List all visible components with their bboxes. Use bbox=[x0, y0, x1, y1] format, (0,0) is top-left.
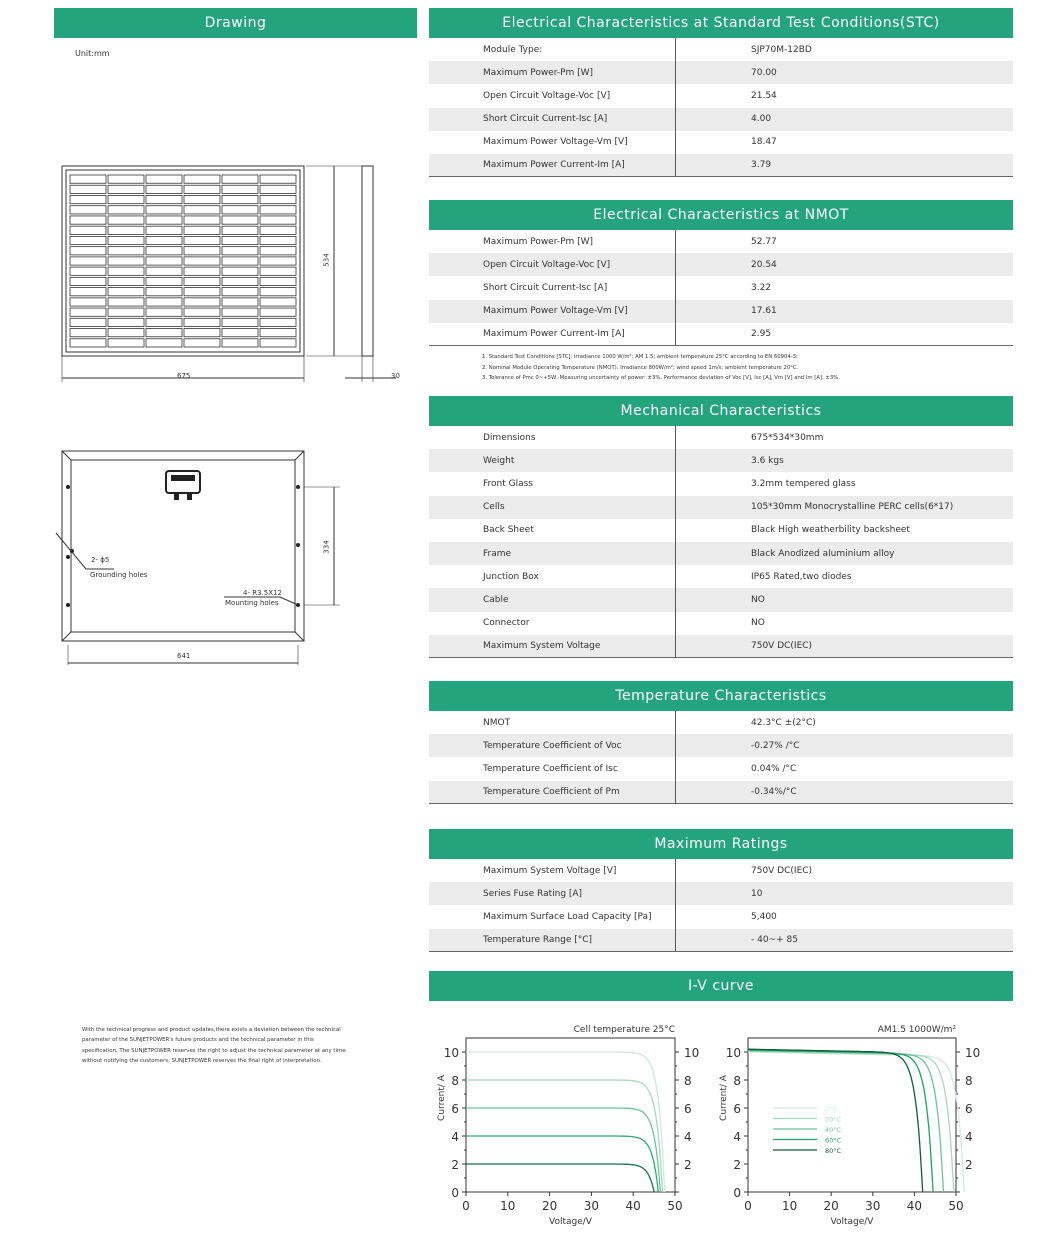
plot-frame bbox=[748, 1038, 956, 1192]
mounting-label: Mounting holes bbox=[225, 599, 279, 607]
y-tick-label: 6 bbox=[451, 1102, 459, 1116]
row-value: 2.95 bbox=[751, 328, 772, 339]
iv-header: I-V curve bbox=[429, 971, 1013, 1001]
row-label: Back Sheet bbox=[429, 519, 676, 542]
temp-header: Temperature Characteristics bbox=[429, 681, 1013, 711]
row-label: Maximum Power Current-Im [A] bbox=[429, 323, 676, 345]
row-value: 70.00 bbox=[751, 67, 777, 78]
row-label: Temperature Coefficient of Pm bbox=[429, 781, 676, 803]
nmot-header: Electrical Characteristics at NMOT bbox=[429, 200, 1013, 230]
row-value: Black High weatherbility backsheet bbox=[751, 525, 910, 536]
y-tick-label: 10 bbox=[725, 1046, 741, 1060]
y-tick-label-right: 4 bbox=[965, 1130, 973, 1144]
ratings-header: Maximum Ratings bbox=[429, 829, 1013, 859]
row-value: 18.47 bbox=[751, 137, 777, 148]
row-label: Cells bbox=[429, 496, 676, 519]
note-3: 3. Tolerance of Pmc 0~+5W, Measuring uncertainty of power: ±3%. Performance deviation of Voc [V], Isc [A], Vm [V] and Im [A]: ±3%. bbox=[482, 375, 841, 381]
chart-title: Cell temperature 25°C bbox=[573, 1025, 675, 1035]
row-label: Maximum Power Voltage-Vm [V] bbox=[429, 300, 676, 323]
row-value: 3.6 kgs bbox=[751, 455, 784, 466]
row-label: Dimensions bbox=[429, 426, 676, 449]
x-tick-label: 40 bbox=[625, 1199, 641, 1213]
y-tick-label: 2 bbox=[733, 1158, 741, 1172]
row-value: SJP70M-12BD bbox=[751, 44, 812, 55]
y-tick-label: 2 bbox=[451, 1158, 459, 1172]
row-value: 0.04% /°C bbox=[751, 763, 797, 774]
x-tick-label: 20 bbox=[823, 1199, 839, 1213]
x-tick-label: 30 bbox=[583, 1199, 600, 1213]
y-tick-label-right: 2 bbox=[965, 1158, 973, 1172]
row-label: Maximum Power Voltage-Vm [V] bbox=[429, 131, 676, 154]
y-tick-label: 0 bbox=[733, 1186, 741, 1200]
dim-width: 675 bbox=[177, 372, 191, 380]
row-value: 52.77 bbox=[751, 236, 777, 247]
note-2: 2. Nominal Module Operating Temperature (NMOT): Irradiance 800W/m²; wind speed 1m/s; ambient temperature 20°C. bbox=[482, 364, 799, 371]
y-tick-label-right: 8 bbox=[965, 1074, 973, 1088]
row-label: Maximum System Voltage bbox=[429, 635, 676, 657]
y-tick-label-right: 10 bbox=[965, 1046, 981, 1060]
legend-label: 60°C bbox=[825, 1136, 842, 1145]
iv-curve-2 bbox=[748, 1051, 954, 1192]
row-label: Module Type: bbox=[429, 38, 676, 61]
dim-height: 534 bbox=[322, 253, 331, 267]
row-label: Temperature Coefficient of Voc bbox=[429, 734, 676, 757]
y-tick-label-right: 8 bbox=[684, 1074, 692, 1088]
row-label: Frame bbox=[429, 542, 676, 565]
legend-label: 40°C bbox=[825, 1126, 842, 1134]
dim-mount-width: 641 bbox=[177, 652, 191, 660]
row-label: Weight bbox=[429, 449, 676, 472]
x-tick-label: 0 bbox=[462, 1199, 470, 1213]
row-value: NO bbox=[751, 618, 765, 629]
row-value: 105*30mm Monocrystalline PERC cells(6*17) bbox=[751, 502, 954, 513]
row-label: Maximum System Voltage [V] bbox=[429, 859, 676, 882]
drawing-header: Drawing bbox=[54, 8, 417, 38]
legend-label: 0°C bbox=[825, 1105, 837, 1113]
y-tick-label: 8 bbox=[451, 1074, 459, 1088]
row-label: Temperature Range [°C] bbox=[429, 929, 676, 951]
grounding-spec: 2- ϕ5 bbox=[91, 556, 110, 564]
row-label: Connector bbox=[429, 612, 676, 635]
y-tick-label: 0 bbox=[451, 1186, 459, 1200]
row-value: 675*534*30mm bbox=[751, 432, 824, 443]
y-tick-label: 8 bbox=[733, 1074, 741, 1088]
y-tick-label: 10 bbox=[443, 1046, 459, 1060]
x-axis-label: Voltage/V bbox=[549, 1217, 592, 1227]
dim-mount-height: 334 bbox=[322, 540, 331, 554]
row-value: 3.79 bbox=[751, 160, 772, 171]
row-label: Temperature Coefficient of Isc bbox=[429, 757, 676, 780]
row-value: -0.34%/°C bbox=[751, 786, 797, 797]
row-label: Short Circuit Current-Isc [A] bbox=[429, 108, 676, 131]
row-label: NMOT bbox=[429, 711, 676, 734]
row-value: 21.54 bbox=[751, 90, 777, 101]
row-value: 5,400 bbox=[751, 911, 777, 922]
x-tick-label: 10 bbox=[781, 1199, 798, 1213]
row-label: Maximum Power-Pm [W] bbox=[429, 230, 676, 253]
row-label: Junction Box bbox=[429, 565, 676, 588]
row-value: -0.27% /°C bbox=[751, 740, 800, 751]
row-label: Series Fuse Rating [A] bbox=[429, 882, 676, 905]
x-tick-label: 50 bbox=[667, 1199, 683, 1213]
row-value: 10 bbox=[751, 888, 763, 899]
dim-depth: 30 bbox=[391, 372, 400, 380]
y-tick-label: 4 bbox=[451, 1130, 459, 1144]
row-value: 42.3°C ±(2°C) bbox=[751, 717, 816, 728]
legend-label: 20°C bbox=[825, 1115, 842, 1124]
x-tick-label: 0 bbox=[744, 1199, 752, 1213]
y-tick-label-right: 6 bbox=[965, 1102, 973, 1116]
y-tick-label-right: 4 bbox=[684, 1130, 692, 1144]
row-label: Maximum Surface Load Capacity [Pa] bbox=[429, 905, 676, 928]
iv-curve-1 bbox=[466, 1052, 665, 1192]
mounting-spec: 4- R3.5X12 bbox=[243, 589, 282, 597]
row-label: Short Circuit Current-Isc [A] bbox=[429, 276, 676, 299]
grounding-label: Grounding holes bbox=[90, 571, 148, 579]
x-tick-label: 30 bbox=[865, 1199, 881, 1213]
row-value: Black Anodized aluminium alloy bbox=[751, 548, 895, 559]
y-axis-label: Current/ A bbox=[719, 1075, 729, 1121]
row-label: Maximum Power Current-Im [A] bbox=[429, 154, 676, 176]
row-value: - 40~+ 85 bbox=[751, 934, 798, 945]
iv-curve-3 bbox=[466, 1108, 660, 1192]
mech-header: Mechanical Characteristics bbox=[429, 396, 1013, 426]
row-value: 17.61 bbox=[751, 306, 777, 317]
row-value: 3.22 bbox=[751, 282, 772, 293]
y-tick-label: 6 bbox=[733, 1102, 741, 1116]
row-value: NO bbox=[751, 594, 765, 605]
x-axis-label: Voltage/V bbox=[830, 1217, 874, 1227]
note-1: 1. Standard Test Conditions [STC]: irradiance 1000 W/m²; AM 1.5; ambient temperature 25°C according to EN 60904-3; bbox=[482, 354, 798, 360]
row-label: Cable bbox=[429, 588, 676, 611]
row-label: Maximum Power-Pm [W] bbox=[429, 61, 676, 84]
row-value: IP65 Rated,two diodes bbox=[751, 571, 852, 582]
y-tick-label-right: 2 bbox=[684, 1158, 692, 1172]
disclaimer-text: With the technical progress and product updates,there exists a deviation between the technical parameter of the SUNJETPOWER's future products and the technical parameter in this specification, The SUNJETPOWER reserves the right to adjust the technical parameter at any time without notifying the customers, SUNJETPOWER reserves the final right of interpretation. bbox=[82, 1027, 346, 1064]
stc-header: Electrical Characteristics at Standard Test Conditions(STC) bbox=[429, 8, 1013, 38]
y-tick-label: 4 bbox=[733, 1130, 741, 1144]
chart-title: AM1.5 1000W/m² bbox=[877, 1025, 956, 1035]
row-label: Open Circuit Voltage-Voc [V] bbox=[429, 253, 676, 276]
iv-curve-5 bbox=[466, 1164, 654, 1192]
iv-curve-3 bbox=[748, 1051, 944, 1192]
row-value: 4.00 bbox=[751, 114, 772, 125]
x-tick-label: 40 bbox=[906, 1199, 923, 1213]
row-value: 750V DC(IEC) bbox=[751, 640, 813, 651]
unit-label: Unit:mm bbox=[75, 49, 110, 58]
y-tick-label-right: 6 bbox=[684, 1102, 692, 1116]
y-axis-label: Current/ A bbox=[437, 1075, 447, 1121]
row-value: 750V DC(IEC) bbox=[751, 865, 813, 876]
x-tick-label: 10 bbox=[500, 1199, 516, 1213]
row-label: Front Glass bbox=[429, 472, 676, 495]
row-value: 20.54 bbox=[751, 259, 777, 270]
row-value: 3.2mm tempered glass bbox=[751, 478, 856, 489]
y-tick-label-right: 10 bbox=[684, 1046, 700, 1060]
x-tick-label: 50 bbox=[948, 1199, 964, 1213]
legend-label: 80°C bbox=[825, 1147, 842, 1155]
x-tick-label: 20 bbox=[541, 1199, 558, 1213]
row-label: Open Circuit Voltage-Voc [V] bbox=[429, 84, 676, 107]
